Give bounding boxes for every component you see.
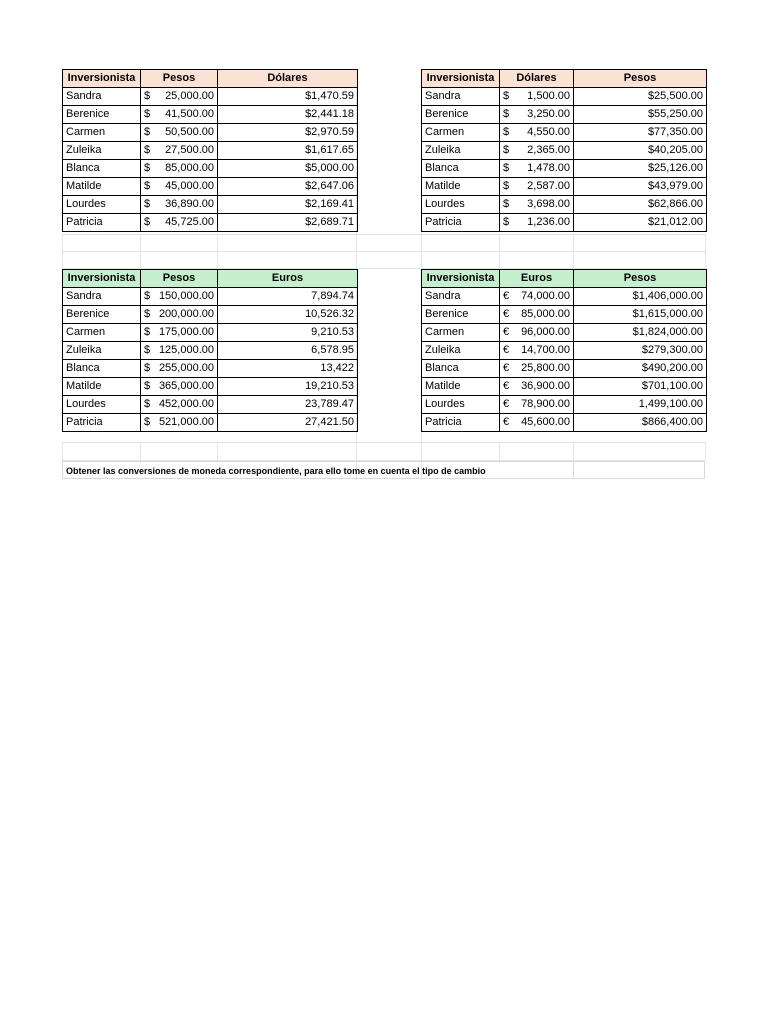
- converted-value-cell[interactable]: $2,647.06: [218, 178, 358, 196]
- converted-value-cell[interactable]: $2,169.41: [218, 196, 358, 214]
- amount-wrap: [503, 142, 570, 159]
- table-row: [63, 306, 358, 324]
- header-cell[interactable]: Inversionista: [422, 70, 500, 88]
- converted-value-cell[interactable]: $40,205.00: [574, 142, 707, 160]
- currency-symbol: $: [144, 344, 151, 356]
- converted-value-cell[interactable]: $25,500.00: [574, 88, 707, 106]
- amount-wrap: [144, 124, 214, 141]
- investor-name-cell[interactable]: Sandra: [63, 88, 141, 106]
- investor-name-cell[interactable]: Matilde: [63, 178, 141, 196]
- amount-value: 452,000.00: [158, 398, 214, 410]
- amount-cell[interactable]: [500, 342, 574, 360]
- amount-cell[interactable]: [141, 160, 218, 178]
- gridline-col: [705, 234, 706, 269]
- converted-value-cell[interactable]: 23,789.47: [218, 396, 358, 414]
- table-row: [422, 288, 707, 306]
- investor-name-cell[interactable]: Matilde: [422, 378, 500, 396]
- converted-value-cell[interactable]: $490,200.00: [574, 360, 707, 378]
- investor-name-cell[interactable]: Sandra: [422, 288, 500, 306]
- amount-cell[interactable]: [141, 378, 218, 396]
- amount-wrap: [503, 214, 570, 231]
- currency-symbol: $: [144, 162, 151, 174]
- currency-symbol: $: [503, 144, 510, 156]
- investor-name-cell[interactable]: Berenice: [422, 106, 500, 124]
- table-header-row: [63, 270, 358, 288]
- converted-value-cell[interactable]: 1,499,100.00: [574, 396, 707, 414]
- amount-value: 78,900.00: [521, 398, 570, 410]
- table-row: [63, 396, 358, 414]
- amount-cell[interactable]: [141, 88, 218, 106]
- investor-name-cell[interactable]: Zuleika: [63, 142, 141, 160]
- amount-wrap: [144, 214, 214, 231]
- table-row: [63, 196, 358, 214]
- currency-symbol: $: [503, 180, 510, 192]
- table-header-row: [422, 70, 707, 88]
- amount-wrap: [503, 324, 570, 341]
- currency-symbol: €: [503, 362, 510, 374]
- amount-cell[interactable]: [500, 214, 574, 232]
- converted-value-cell[interactable]: $21,012.00: [574, 214, 707, 232]
- currency-symbol: $: [503, 198, 510, 210]
- currency-symbol: €: [503, 308, 510, 320]
- amount-cell[interactable]: [500, 306, 574, 324]
- amount-cell[interactable]: [500, 88, 574, 106]
- table-row: [63, 214, 358, 232]
- amount-value: 85,000.00: [165, 162, 214, 174]
- amount-wrap: [144, 288, 214, 305]
- currency-symbol: $: [503, 126, 510, 138]
- table-row: [63, 142, 358, 160]
- amount-cell[interactable]: [141, 142, 218, 160]
- amount-value: 2,587.00: [527, 180, 570, 192]
- amount-wrap: [503, 288, 570, 305]
- investor-name-cell[interactable]: Zuleika: [63, 342, 141, 360]
- amount-wrap: [503, 106, 570, 123]
- converted-value-cell[interactable]: $1,615,000.00: [574, 306, 707, 324]
- amount-value: 2,365.00: [527, 144, 570, 156]
- table-pesos-euros: [62, 269, 358, 432]
- amount-value: 14,700.00: [521, 344, 570, 356]
- table-row: [63, 324, 358, 342]
- converted-value-cell[interactable]: 10,526.32: [218, 306, 358, 324]
- amount-cell[interactable]: [500, 324, 574, 342]
- amount-value: 36,900.00: [521, 380, 570, 392]
- investor-name-cell[interactable]: Blanca: [63, 160, 141, 178]
- currency-symbol: $: [144, 380, 151, 392]
- table-row: [422, 106, 707, 124]
- currency-symbol: $: [144, 144, 151, 156]
- amount-wrap: [503, 414, 570, 431]
- investor-name-cell[interactable]: Patricia: [422, 214, 500, 232]
- table-row: [63, 360, 358, 378]
- amount-wrap: [144, 324, 214, 341]
- header-cell[interactable]: Pesos: [141, 270, 218, 288]
- amount-value: 45,600.00: [521, 416, 570, 428]
- table-row: [422, 88, 707, 106]
- header-cell[interactable]: Euros: [500, 270, 574, 288]
- amount-cell[interactable]: [500, 288, 574, 306]
- amount-wrap: [144, 196, 214, 213]
- amount-cell[interactable]: [141, 342, 218, 360]
- amount-cell[interactable]: [500, 178, 574, 196]
- converted-value-cell[interactable]: 19,210.53: [218, 378, 358, 396]
- amount-cell[interactable]: [141, 414, 218, 432]
- amount-value: 1,500.00: [527, 90, 570, 102]
- currency-symbol: $: [144, 290, 151, 302]
- table-row: [422, 396, 707, 414]
- amount-cell[interactable]: [500, 414, 574, 432]
- investor-name-cell[interactable]: Patricia: [422, 414, 500, 432]
- investor-name-cell[interactable]: Blanca: [422, 360, 500, 378]
- amount-value: 1,236.00: [527, 216, 570, 228]
- amount-value: 96,000.00: [521, 326, 570, 338]
- amount-cell[interactable]: [141, 214, 218, 232]
- table-row: [422, 124, 707, 142]
- amount-wrap: [144, 88, 214, 105]
- header-cell[interactable]: Pesos: [574, 270, 707, 288]
- amount-wrap: [503, 160, 570, 177]
- table-row: [63, 342, 358, 360]
- amount-cell[interactable]: [141, 360, 218, 378]
- investor-name-cell[interactable]: Carmen: [63, 124, 141, 142]
- header-cell[interactable]: Inversionista: [422, 270, 500, 288]
- amount-value: 45,725.00: [165, 216, 214, 228]
- amount-cell[interactable]: [500, 142, 574, 160]
- investor-name-cell[interactable]: Berenice: [422, 306, 500, 324]
- amount-wrap: [503, 196, 570, 213]
- converted-value-cell[interactable]: $43,979.00: [574, 178, 707, 196]
- amount-value: 41,500.00: [165, 108, 214, 120]
- table-row: [63, 178, 358, 196]
- currency-symbol: $: [503, 90, 510, 102]
- currency-symbol: $: [503, 162, 510, 174]
- gridline-col: [217, 442, 218, 461]
- table-row: [422, 324, 707, 342]
- table-row: [63, 124, 358, 142]
- header-cell[interactable]: Inversionista: [63, 70, 141, 88]
- table-row: [63, 414, 358, 432]
- amount-cell[interactable]: [500, 160, 574, 178]
- currency-symbol: €: [503, 344, 510, 356]
- currency-symbol: $: [144, 108, 151, 120]
- header-cell[interactable]: Inversionista: [63, 270, 141, 288]
- amount-cell[interactable]: [500, 360, 574, 378]
- converted-value-cell[interactable]: $279,300.00: [574, 342, 707, 360]
- converted-value-cell[interactable]: $1,406,000.00: [574, 288, 707, 306]
- table-row: [422, 306, 707, 324]
- header-cell[interactable]: Dólares: [500, 70, 574, 88]
- table-row: [63, 160, 358, 178]
- investor-name-cell[interactable]: Berenice: [63, 306, 141, 324]
- amount-cell[interactable]: [500, 124, 574, 142]
- amount-value: 45,000.00: [165, 180, 214, 192]
- table-header-row: [422, 270, 707, 288]
- amount-value: 175,000.00: [158, 326, 214, 338]
- investor-name-cell[interactable]: Berenice: [63, 106, 141, 124]
- amount-wrap: [144, 178, 214, 195]
- header-cell[interactable]: Pesos: [574, 70, 707, 88]
- table-row: [422, 360, 707, 378]
- amount-value: 25,800.00: [521, 362, 570, 374]
- amount-wrap: [503, 378, 570, 395]
- currency-symbol: $: [144, 216, 151, 228]
- gridline-col: [140, 234, 141, 269]
- investor-name-cell[interactable]: Lourdes: [422, 396, 500, 414]
- gridline-col: [499, 234, 500, 269]
- currency-symbol: €: [503, 290, 510, 302]
- table-row: [63, 88, 358, 106]
- investor-name-cell[interactable]: Lourdes: [63, 196, 141, 214]
- table-row: [422, 214, 707, 232]
- amount-value: 255,000.00: [158, 362, 214, 374]
- converted-value-cell[interactable]: $701,100.00: [574, 378, 707, 396]
- gridline-col: [62, 442, 63, 461]
- gridline-spacer-column: [356, 69, 422, 480]
- currency-symbol: $: [503, 216, 510, 228]
- investor-name-cell[interactable]: Blanca: [422, 160, 500, 178]
- converted-value-cell[interactable]: $2,689.71: [218, 214, 358, 232]
- amount-wrap: [503, 396, 570, 413]
- gridline: [62, 442, 705, 443]
- converted-value-cell[interactable]: $62,866.00: [574, 196, 707, 214]
- converted-value-cell[interactable]: $1,470.59: [218, 88, 358, 106]
- investor-name-cell[interactable]: Matilde: [63, 378, 141, 396]
- amount-value: 521,000.00: [158, 416, 214, 428]
- amount-value: 365,000.00: [158, 380, 214, 392]
- amount-wrap: [144, 160, 214, 177]
- amount-wrap: [144, 342, 214, 359]
- converted-value-cell[interactable]: $77,350.00: [574, 124, 707, 142]
- header-cell[interactable]: Euros: [218, 270, 358, 288]
- converted-value-cell[interactable]: 13,422: [218, 360, 358, 378]
- investor-name-cell[interactable]: Zuleika: [422, 142, 500, 160]
- header-cell[interactable]: Dólares: [218, 70, 358, 88]
- amount-wrap: [503, 124, 570, 141]
- currency-symbol: $: [144, 308, 151, 320]
- currency-symbol: $: [144, 198, 151, 210]
- currency-symbol: $: [144, 126, 151, 138]
- table-row: [63, 288, 358, 306]
- investor-name-cell[interactable]: Lourdes: [63, 396, 141, 414]
- table-dolares-pesos: [421, 69, 707, 232]
- amount-wrap: [503, 360, 570, 377]
- amount-wrap: [503, 88, 570, 105]
- amount-cell[interactable]: [141, 124, 218, 142]
- investor-name-cell[interactable]: Patricia: [63, 414, 141, 432]
- currency-symbol: $: [144, 90, 151, 102]
- amount-cell[interactable]: [141, 288, 218, 306]
- converted-value-cell[interactable]: $866,400.00: [574, 414, 707, 432]
- amount-cell[interactable]: [500, 396, 574, 414]
- currency-symbol: $: [144, 416, 151, 428]
- converted-value-cell[interactable]: $55,250.00: [574, 106, 707, 124]
- empty-cell: [573, 461, 705, 479]
- amount-cell[interactable]: [500, 378, 574, 396]
- gridline-col: [140, 442, 141, 461]
- converted-value-cell[interactable]: $1,617.65: [218, 142, 358, 160]
- amount-cell[interactable]: [141, 324, 218, 342]
- converted-value-cell[interactable]: 27,421.50: [218, 414, 358, 432]
- amount-value: 1,478.00: [527, 162, 570, 174]
- currency-symbol: €: [503, 380, 510, 392]
- amount-value: 27,500.00: [165, 144, 214, 156]
- amount-cell[interactable]: [500, 196, 574, 214]
- table-row: [422, 142, 707, 160]
- amount-wrap: [144, 306, 214, 323]
- amount-wrap: [144, 142, 214, 159]
- converted-value-cell[interactable]: $5,000.00: [218, 160, 358, 178]
- currency-symbol: $: [144, 398, 151, 410]
- amount-cell[interactable]: [141, 106, 218, 124]
- gridline-col: [705, 442, 706, 461]
- table-header-row: [63, 70, 358, 88]
- amount-wrap: [503, 178, 570, 195]
- converted-value-cell[interactable]: $25,126.00: [574, 160, 707, 178]
- converted-value-cell[interactable]: 9,210.53: [218, 324, 358, 342]
- gridline: [62, 251, 705, 252]
- table-row: [422, 196, 707, 214]
- table-row: [63, 106, 358, 124]
- amount-value: 200,000.00: [158, 308, 214, 320]
- amount-cell[interactable]: [141, 306, 218, 324]
- investor-name-cell[interactable]: Blanca: [63, 360, 141, 378]
- gridline-col: [573, 234, 574, 269]
- amount-wrap: [144, 360, 214, 377]
- amount-cell[interactable]: [141, 178, 218, 196]
- table-row: [422, 414, 707, 432]
- converted-value-cell[interactable]: $1,824,000.00: [574, 324, 707, 342]
- investor-name-cell[interactable]: Matilde: [422, 178, 500, 196]
- table-row: [422, 178, 707, 196]
- investor-name-cell[interactable]: Carmen: [63, 324, 141, 342]
- investor-name-cell[interactable]: Sandra: [63, 288, 141, 306]
- header-cell[interactable]: Pesos: [141, 70, 218, 88]
- currency-symbol: $: [144, 362, 151, 374]
- investor-name-cell[interactable]: Carmen: [422, 324, 500, 342]
- table-row: [422, 342, 707, 360]
- amount-value: 125,000.00: [158, 344, 214, 356]
- converted-value-cell[interactable]: 7,894.74: [218, 288, 358, 306]
- amount-value: 150,000.00: [158, 290, 214, 302]
- currency-symbol: $: [144, 326, 151, 338]
- currency-symbol: $: [503, 108, 510, 120]
- amount-cell[interactable]: [141, 196, 218, 214]
- currency-symbol: €: [503, 398, 510, 410]
- amount-wrap: [144, 106, 214, 123]
- investor-name-cell[interactable]: Zuleika: [422, 342, 500, 360]
- amount-value: 36,890.00: [165, 198, 214, 210]
- amount-value: 4,550.00: [527, 126, 570, 138]
- amount-wrap: [144, 378, 214, 395]
- amount-wrap: [144, 414, 214, 431]
- amount-value: 50,500.00: [165, 126, 214, 138]
- table-row: [63, 378, 358, 396]
- table-pesos-dolares: [62, 69, 358, 232]
- amount-wrap: [144, 396, 214, 413]
- currency-symbol: €: [503, 416, 510, 428]
- converted-value-cell[interactable]: $2,970.59: [218, 124, 358, 142]
- amount-value: 85,000.00: [521, 308, 570, 320]
- amount-value: 3,698.00: [527, 198, 570, 210]
- table-row: [422, 378, 707, 396]
- instruction-note[interactable]: Obtener las conversiones de moneda correspondiente, para ello tome en cuenta el tipo de cambio: [62, 461, 705, 479]
- amount-value: 3,250.00: [527, 108, 570, 120]
- converted-value-cell[interactable]: $2,441.18: [218, 106, 358, 124]
- gridline-col: [217, 234, 218, 269]
- investor-name-cell[interactable]: Carmen: [422, 124, 500, 142]
- table-euros-pesos: [421, 269, 707, 432]
- amount-cell[interactable]: [500, 106, 574, 124]
- investor-name-cell[interactable]: Sandra: [422, 88, 500, 106]
- gridline-col: [573, 442, 574, 461]
- currency-symbol: €: [503, 326, 510, 338]
- table-row: [422, 160, 707, 178]
- amount-wrap: [503, 342, 570, 359]
- investor-name-cell[interactable]: Patricia: [63, 214, 141, 232]
- gridline: [62, 234, 705, 235]
- amount-value: 25,000.00: [165, 90, 214, 102]
- amount-cell[interactable]: [141, 396, 218, 414]
- amount-wrap: [503, 306, 570, 323]
- currency-symbol: $: [144, 180, 151, 192]
- amount-value: 74,000.00: [521, 290, 570, 302]
- investor-name-cell[interactable]: Lourdes: [422, 196, 500, 214]
- gridline-col: [499, 442, 500, 461]
- converted-value-cell[interactable]: 6,578.95: [218, 342, 358, 360]
- gridline-col: [62, 234, 63, 269]
